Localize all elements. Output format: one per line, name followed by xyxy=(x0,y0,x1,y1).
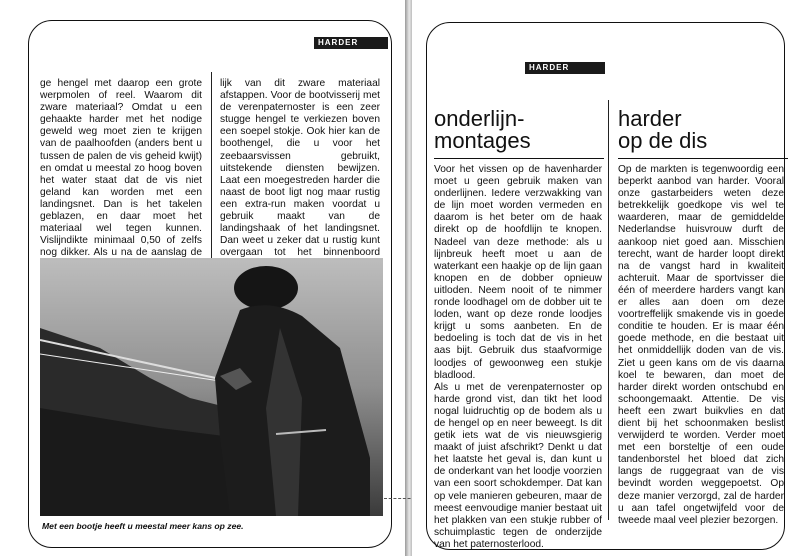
headline-line: harder xyxy=(618,106,682,131)
text-column-1: ge hengel met daarop een grote werpmolen of reel. Waarom dit zware materiaal? Omdat u een gehaakte harder met het nodige geweld weg moet zien te krijgen van de paalhoofden (anders bent u tussen de palen de vis geheid kwijt) en omdat u meestal zo hoog boven het water staat dat de vis niet geland kan worden met een landingsnet. Dan is het takelen geblazen, en daar moet het materiaal wel tegen kunnen. Vislijndikte minimaal 0,50 of zelfs nog dikker. Als u na de aanslag de xyxy=(40,78,202,259)
headline-line: onderlijn- xyxy=(434,106,525,131)
text-column-2: lijk van dit zware materiaal afstappen. Voor de bootvisserij met de verenpaternoster is een zeer stugge hengel te verkiezen boven een soepel stokje. Ook hier kan de boothengel, die u voor het zeebaarsvissen gebruikt, uitstekende diensten bewijzen. Laat een moegestreden harder die naast de boot ligt nog maar rustig een extra-run maken voordat u gebruik maakt van de landingshaak of het landingsnet. Dan weet u zeker dat u rustig kunt overgaan tot het binnenboord xyxy=(220,78,380,259)
headline-harder-op-de-dis xyxy=(618,108,788,152)
section-tab: HARDER xyxy=(525,62,605,74)
column-divider xyxy=(211,72,212,262)
text-column-2: Op de markten is tegenwoordig een beperkt aanbod van harder. Vooral onze gastarbeiders weten deze betrekkelijk goedkope vis wel te waarderen, maar de gemiddelde Nederlandse huisvrouw durft de aankoop niet goed aan. Misschien terecht, want de harder loopt direkt na de vangst hard in kwaliteit achteruit. Maar de sportvisser die één of meerdere harders vangt kan er alles aan doen om deze voortreffelijk smakende vis in goede conditie te houden. Er is maar één goede methode, en die bestaat uit het onmiddellijk doden van de vis. Ziet u geen kans om de vis daarna koel te bewaren, dan moet de harder direkt worden ontschubd en schoongemaakt. Attentie. De vis heeft een zwart buikvlies en dat dient bij het schoonmaken beslist verwijderd te worden. Verder moet met een borsteltje of een oude tandenborstel het bloed dat zich langs de ruggegraat van de vis bevindt worden weggepoetst. Op deze manier verzorgd, zal de harder u aan tafel ongetwijfeld voor de tweede maal veel plezier bezorgen. xyxy=(618,164,784,526)
headline-line: op de dis xyxy=(618,128,708,153)
section-tab: HARDER xyxy=(314,37,388,49)
headline-onderlijnmontages xyxy=(434,108,604,152)
fisherman-photo xyxy=(40,258,383,516)
right-page xyxy=(412,0,799,556)
paragraph: Als u met de verenpaternoster op harde grond vist, dan tikt het lood nogal luidruchtig op de bodem als u de hengel op en neer beweegt. Is dit getik iets wat de vis nieuwsgierig maakt of juist afschrikt? Denkt u dat het laatste het geval is, dan kunt u de onderkant van het loodje voorzien van een soort schokdemper. Dat kan op vele manieren gebeuren, maar de meest eenvoudige manier bestaat uit het plakken van een stukje rubber of schuimplastic tegen de onderzijde van het paternosterlood. xyxy=(434,381,602,550)
paragraph: Voor het vissen op de havenharder moet u geen gebruik maken van onderlijnen. Iedere verzwakking van de lijn moet worden vermeden en daarom is het beter om de haak direkt op de hoofdlijn te knopen. Nadeel van deze methode: als u lijnbreuk heeft moet u aan de waterkant een haakje op de lijn gaan knopen en de dobber opnieuw uitloden. Neem nooit of te nimmer ronde loodhagel om de dobber uit te loden, want op deze ronde loodjes krijgt u soms aanbeten. En de bedoeling is toch dat de vis in het aas bijt. Gebruik dus staafvormige loodjes of gewoonweg een stukje bladlood. xyxy=(434,164,602,381)
column-divider xyxy=(608,100,609,520)
headline-line: montages xyxy=(434,128,531,153)
headline-rule xyxy=(434,158,604,159)
text-column-1 xyxy=(434,164,602,551)
headline-rule xyxy=(618,158,788,159)
photo-caption: Met een bootje heeft u meestal meer kans op zee. xyxy=(42,521,244,531)
page-gutter xyxy=(405,0,412,556)
